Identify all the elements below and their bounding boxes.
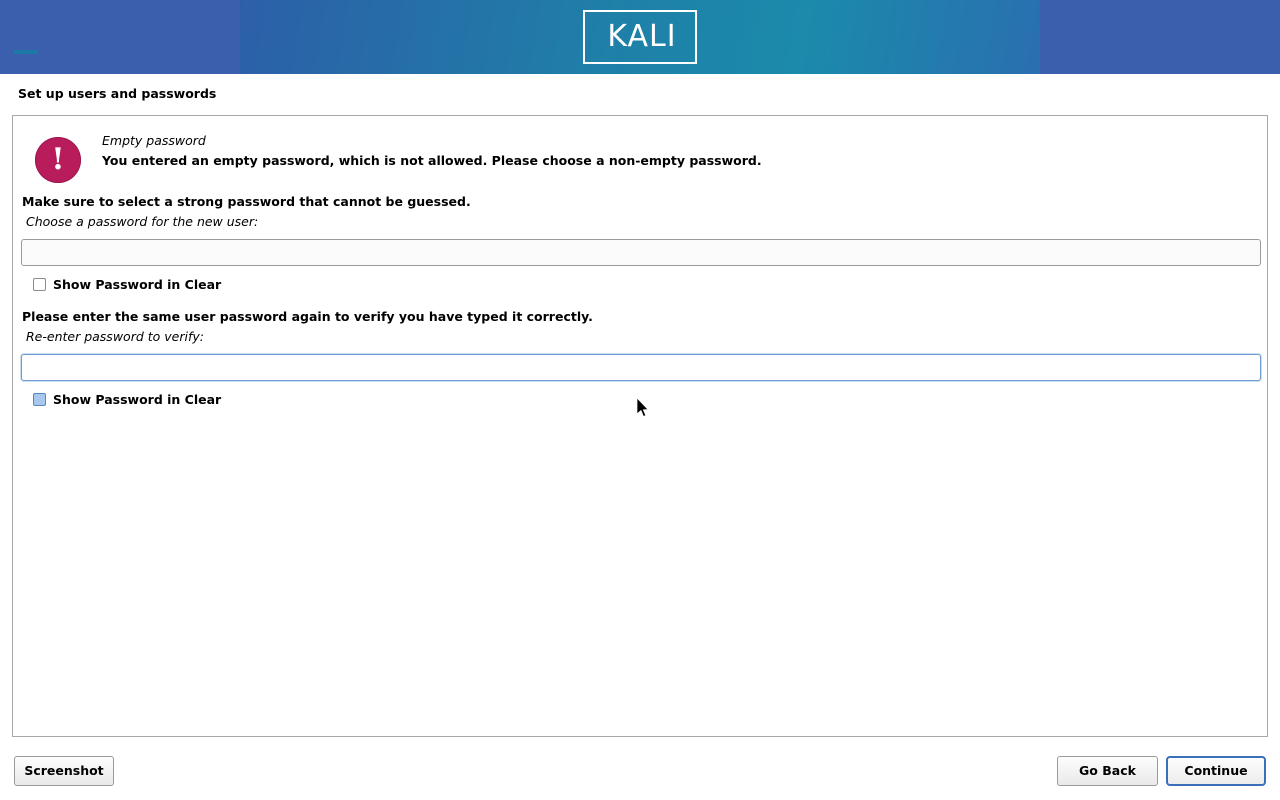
screenshot-button[interactable]: Screenshot xyxy=(14,756,114,786)
installer-panel xyxy=(12,115,1268,737)
password-label: Choose a password for the new user: xyxy=(26,214,259,229)
kali-banner xyxy=(0,0,1280,74)
kali-logo-notch xyxy=(14,50,38,54)
error-message: You entered an empty password, which is not allowed. Please choose a non-empty password. xyxy=(102,153,762,168)
error-title: Empty password xyxy=(102,133,206,148)
exclamation-icon xyxy=(35,137,81,183)
verify-password-input[interactable] xyxy=(21,354,1261,381)
show-password-checkbox-2[interactable] xyxy=(33,393,46,406)
show-password-label-1: Show Password in Clear xyxy=(53,277,222,292)
error-block xyxy=(22,125,1262,185)
kali-logo xyxy=(583,10,697,64)
show-password-label-2: Show Password in Clear xyxy=(53,392,222,407)
page-title: Set up users and passwords xyxy=(18,86,217,101)
password-input[interactable] xyxy=(21,239,1261,266)
kali-logo-text: KALI xyxy=(607,19,677,54)
password-instruction: Make sure to select a strong password that cannot be guessed. xyxy=(22,194,471,209)
go-back-button[interactable]: Go Back xyxy=(1057,756,1158,786)
verify-instruction: Please enter the same user password again to verify you have typed it correctly. xyxy=(22,309,593,324)
verify-label: Re-enter password to verify: xyxy=(26,329,204,344)
show-password-checkbox-1[interactable] xyxy=(33,278,46,291)
exclamation-glyph: ! xyxy=(51,142,65,177)
continue-button[interactable]: Continue xyxy=(1166,756,1266,786)
